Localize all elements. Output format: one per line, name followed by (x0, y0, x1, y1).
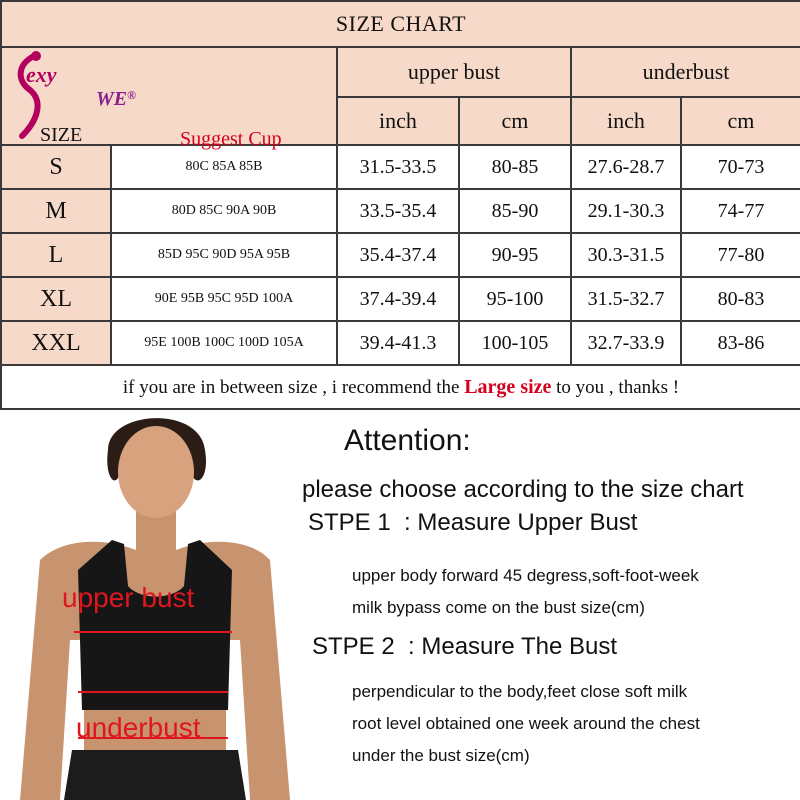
upper-bust-label: upper bust (62, 582, 195, 613)
size-cell: L (1, 233, 111, 277)
brand-logo (8, 50, 178, 142)
header-under-inch: inch (571, 97, 681, 145)
cup-cell: 80C 85A 85B (111, 145, 337, 189)
header-upper-cm: cm (459, 97, 571, 145)
size-cell: S (1, 145, 111, 189)
upper-cm-cell: 85-90 (459, 189, 571, 233)
step2-description: perpendicular to the body,feet close soft milk root level obtained one week around the chest under the bust size(cm) (352, 682, 700, 765)
header-under-cm: cm (681, 97, 800, 145)
chart-title: SIZE CHART (1, 1, 800, 47)
upper-inch-cell: 31.5-33.5 (337, 145, 459, 189)
step1-description: upper body forward 45 degress,soft-foot-week milk bypass come on the bust size(cm) (352, 566, 699, 617)
size-cell: XL (1, 277, 111, 321)
upper-inch-cell: 33.5-35.4 (337, 189, 459, 233)
header-cup-label: Suggest Cup (180, 128, 282, 150)
upper-inch-cell: 39.4-41.3 (337, 321, 459, 365)
under-cm-cell: 77-80 (681, 233, 800, 277)
under-inch-cell: 29.1-30.3 (571, 189, 681, 233)
attention-title: Attention: (344, 424, 471, 457)
table-row (1, 233, 800, 277)
cup-cell: 95E 100B 100C 100D 105A (111, 321, 337, 365)
table-row (1, 189, 800, 233)
cup-cell: 85D 95C 90D 95A 95B (111, 233, 337, 277)
under-inch-cell: 32.7-33.9 (571, 321, 681, 365)
note-highlight: Large size (464, 375, 552, 398)
header-upper-bust: upper bust (337, 47, 571, 97)
under-inch-cell: 31.5-32.7 (571, 277, 681, 321)
step2-heading: STPE 2 : Measure The Bust (312, 633, 618, 660)
table-row (1, 145, 800, 189)
upper-cm-cell: 100-105 (459, 321, 571, 365)
cup-cell: 80D 85C 90A 90B (111, 189, 337, 233)
size-cell: M (1, 189, 111, 233)
under-cm-cell: 74-77 (681, 189, 800, 233)
size-cell: XXL (1, 321, 111, 365)
header-upper-inch: inch (337, 97, 459, 145)
upper-cm-cell: 90-95 (459, 233, 571, 277)
table-row (1, 321, 800, 365)
under-cm-cell: 70-73 (681, 145, 800, 189)
under-inch-cell: 30.3-31.5 (571, 233, 681, 277)
step1-heading: STPE 1 : Measure Upper Bust (308, 509, 638, 536)
logo-text-part1: exy (26, 62, 57, 87)
upper-inch-cell: 35.4-37.4 (337, 233, 459, 277)
table-row (1, 277, 800, 321)
header-size-label: SIZE (40, 124, 83, 146)
under-inch-cell: 27.6-28.7 (571, 145, 681, 189)
attention-intro: please choose according to the size chart (302, 476, 744, 503)
header-size-cup-cell (1, 47, 337, 150)
chart-note: if you are in between size , i recommend the Large size to you , thanks ! (1, 365, 800, 409)
under-cm-cell: 83-86 (681, 321, 800, 365)
upper-cm-cell: 95-100 (459, 277, 571, 321)
under-cm-cell: 80-83 (681, 277, 800, 321)
upper-cm-cell: 80-85 (459, 145, 571, 189)
logo-text-part2: WE® (96, 88, 137, 110)
cup-cell: 90E 95B 95C 95D 100A (111, 277, 337, 321)
header-underbust: underbust (571, 47, 800, 97)
underbust-label: underbust (76, 712, 201, 743)
upper-inch-cell: 37.4-39.4 (337, 277, 459, 321)
